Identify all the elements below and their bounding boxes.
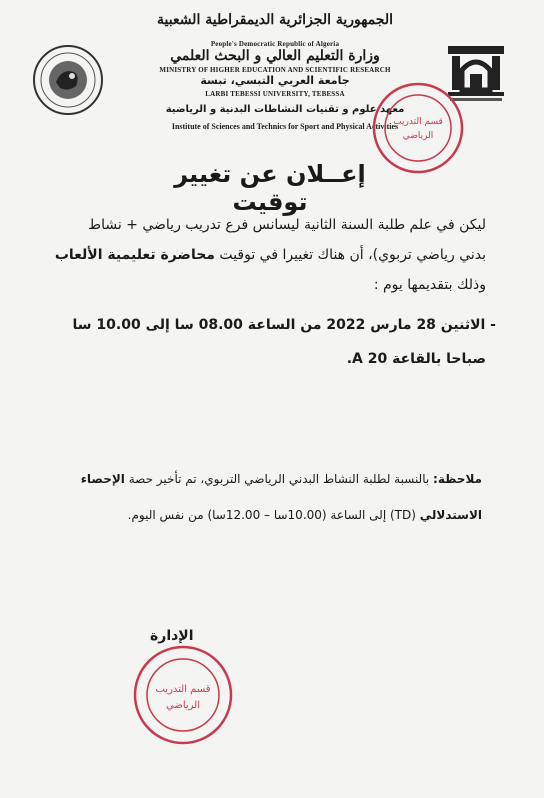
announcement-title: إعــلان عن تغيير توقيت (174, 160, 366, 216)
body-line-3: وذلك بتقديمها يوم : (373, 277, 486, 293)
schedule-line: - الاثنين 28 مارس 2022 من الساعة 08.00 سا إلى 10.00 سا (72, 317, 496, 333)
ministry-english: MINISTRY OF HIGHER EDUCATION AND SCIENTIFIC RESEARCH (159, 66, 391, 74)
course-name-part2: الاستدلالي (419, 508, 482, 522)
note-line-1 (81, 464, 482, 494)
body-line-2 (55, 240, 486, 270)
room-line: صباحا بالقاعة A 20. (346, 351, 486, 367)
note-text-2: (TD) إلى الساعة (10.00سا – 12.00سا) من نفس اليوم. (127, 508, 420, 522)
administration-signature: الإدارة (150, 628, 194, 644)
course-name-part1: الإحصاء (80, 472, 125, 486)
university-logo-left (30, 42, 106, 122)
note-text-1: بالنسبة لطلبة النشاط البدني الرياضي التربوي، تم تأخير حصة (124, 472, 434, 486)
lecture-name: محاضرة تعليمية الألعاب (54, 247, 215, 263)
svg-text:الرياضي: الرياضي (402, 131, 434, 141)
svg-text:قسم التدريب: قسم التدريب (155, 684, 211, 695)
republic-english: People's Democratic Republic of Algeria (210, 40, 340, 48)
institute-arabic: معهد علوم و تقنيات النشاطات البدنية و الرياضية (165, 104, 405, 115)
body-line-2-text: بدني رياضي تربوي)، أن هناك تغييرا في توقيت (214, 247, 486, 263)
note-line-2 (128, 500, 482, 530)
university-arabic: جامعة العربي التبسي، تبسة (200, 74, 350, 87)
ministry-arabic: وزارة التعليم العالي و البحث العلمي (170, 48, 380, 64)
body-line-1: ليكن في علم طلبة السنة الثانية ليسانس فرع تدريب رياضي + نشاط (88, 217, 486, 233)
republic-arabic: الجمهورية الجزائرية الديمقراطية الشعبية (156, 12, 393, 28)
department-stamp-bottom (128, 640, 238, 754)
note-label: ملاحظة: (433, 472, 482, 486)
svg-text:الرياضي: الرياضي (166, 700, 200, 711)
institute-english: Institute of Sciences and Technics for Sport and Physical Activities (171, 122, 399, 131)
svg-text:قسم التدريب: قسم التدريب (393, 117, 443, 127)
university-english: LARBI TEBESSI UNIVERSITY, TEBESSA (205, 90, 345, 98)
